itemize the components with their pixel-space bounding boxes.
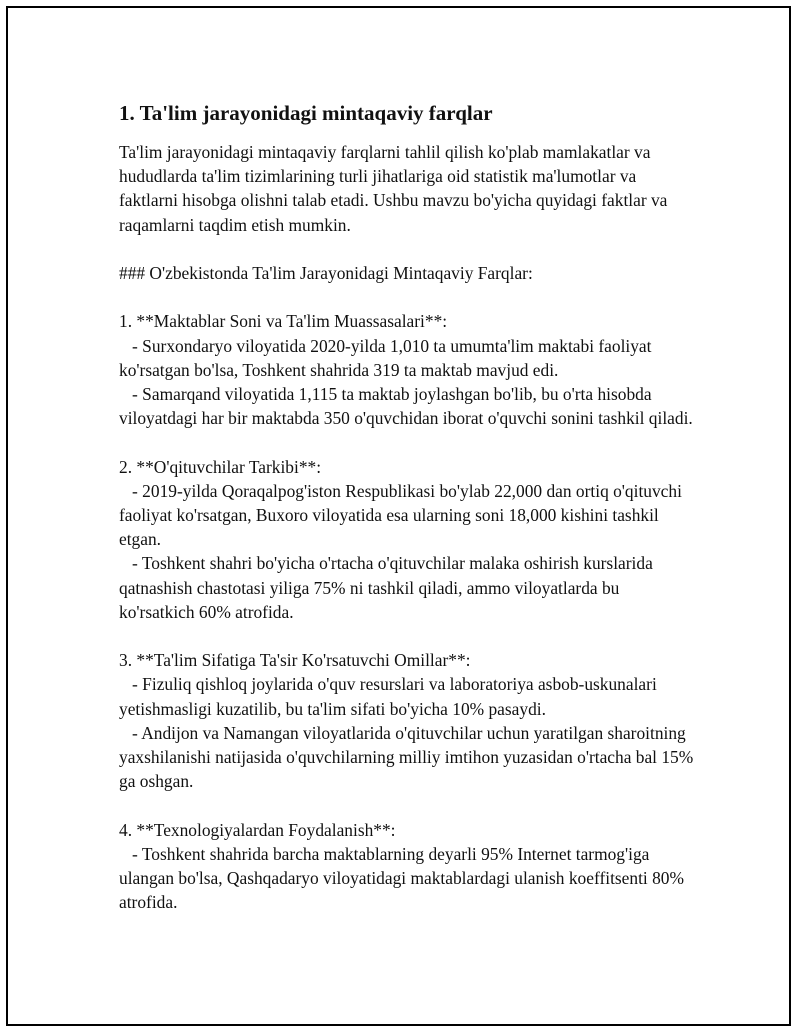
spacer — [119, 285, 699, 309]
section-bullet: - Andijon va Namangan viloyatlarida o'qituvchilar uchun yaratilgan sharoitning yaxshilanishi natijasida o'quvchilarning milliy imtihon yuzasidan o'rtacha bal 15% ga oshgan. — [119, 722, 698, 792]
section-2 — [119, 455, 699, 624]
section-bullet: - Toshkent shahrida barcha maktablarning deyarli 95% Internet tarmog'iga ulangan bo'lsa, Qashqadaryo viloyatidagi maktablardagi ulanish koeffitsenti 80% atrofida. — [119, 843, 689, 913]
section-4 — [119, 818, 699, 915]
document-title: 1. Ta'lim jarayonidagi mintaqaviy farqlar — [119, 101, 493, 125]
document-content — [119, 100, 699, 914]
section-bullet: - Toshkent shahri bo'yicha o'rtacha o'qituvchilar malaka oshirish kurslarida qatnashish chastotasi yiliga 75% ni tashkil qiladi, ammo viloyatlarda bu ko'rsatkich 60% atrofida. — [119, 553, 658, 622]
spacer — [119, 624, 699, 648]
spacer — [119, 237, 699, 261]
section-bullet: - Surxondaryo viloyatida 2020-yilda 1,010 ta umumta'lim maktabi faoliyat ko'rsatgan bo'lsa, Toshkent shahrida 319 ta maktab mavjud edi. — [119, 335, 656, 380]
spacer — [119, 430, 699, 454]
section-heading: 3. **Ta'lim Sifatiga Ta'sir Ko'rsatuvchi Omillar**: — [119, 650, 471, 671]
section-3 — [119, 648, 699, 793]
section-bullet: - Fizuliq qishloq joylarida o'quv resurslari va laboratoriya asbob-uskunalari yetishmasligi kuzatilib, bu ta'lim sifati bo'yicha 10% pasaydi. — [119, 674, 662, 719]
section-heading: 2. **O'qituvchilar Tarkibi**: — [119, 456, 322, 477]
document-page — [6, 6, 791, 1026]
subheading: ### O'zbekistonda Ta'lim Jarayonidagi Mintaqaviy Farqlar: — [119, 263, 533, 283]
section-bullet: - 2019-yilda Qoraqalpog'iston Respublikasi bo'ylab 22,000 dan ortiq o'qituvchi faoliyat ko'rsatgan, Buxoro viloyatida esa ularning soni 18,000 kishini tashkil etgan. — [119, 480, 687, 550]
intro-paragraph: Ta'lim jarayonidagi mintaqaviy farqlarni tahlil qilish ko'plab mamlakatlar va hududlarda ta'lim tizimlarining turli jihatlariga oid statistik ma'lumotlar va faktlarni hisobga olishni talab etadi. Ushbu mavzu bo'yicha quyidagi faktlar va raqamlarni taqdim etish mumkin. — [119, 142, 672, 235]
section-1 — [119, 309, 699, 430]
spacer — [119, 793, 699, 817]
section-heading: 4. **Texnologiyalardan Foydalanish**: — [119, 819, 396, 840]
section-heading: 1. **Maktablar Soni va Ta'lim Muassasalari**: — [119, 311, 448, 332]
section-bullet: - Samarqand viloyatida 1,115 ta maktab joylashgan bo'lib, bu o'rta hisobda viloyatdagi har bir maktabda 350 o'quvchidan iborat o'quvchi sonini tashkil qiladi. — [119, 384, 693, 429]
